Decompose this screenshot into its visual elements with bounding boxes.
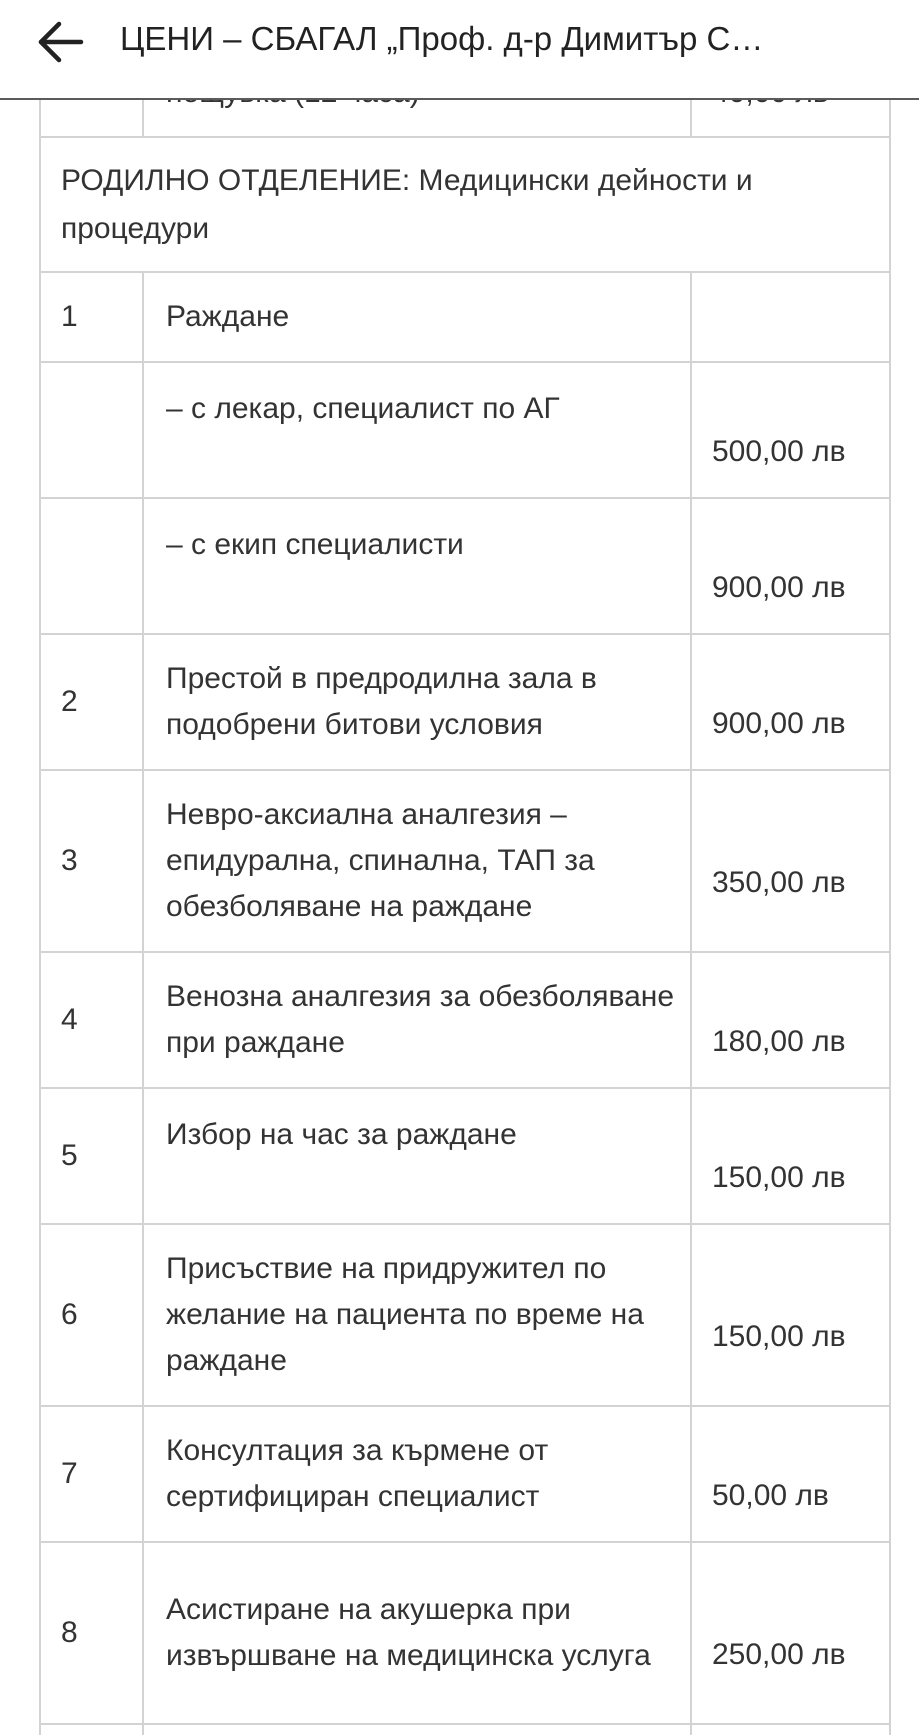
row-price-cell: [691, 1542, 890, 1724]
row-description: Венозна аналгезия за обезболяване при раждане: [143, 952, 691, 1088]
page-title: ЦЕНИ – СБАГАЛ „Проф. д-р Димитър С…: [120, 20, 764, 57]
row-description: Невро-аксиална аналгезия – епидурална, спинална, ТАП за обезболяване на раждане: [143, 770, 691, 952]
row-price: 500,00 лв: [712, 435, 846, 468]
row-description: – с лекар, специалист по АГ: [166, 392, 560, 425]
row-price: 150,00 лв: [712, 1161, 846, 1194]
section-title: РОДИЛНО ОТДЕЛЕНИЕ: Медицински дейности и процедури: [40, 137, 890, 272]
table-row: [40, 1088, 890, 1224]
table-row: [40, 770, 890, 952]
table-row: [40, 362, 890, 498]
table-row: [40, 498, 890, 634]
table-row: [40, 634, 890, 770]
row-description: Асистиране на акушерка при извършване на медицинска услуга: [143, 1542, 691, 1724]
row-description-cell: [143, 362, 691, 498]
app-bar: [0, 0, 919, 100]
row-price: 900,00 лв: [712, 571, 846, 604]
row-description-cell: [143, 1088, 691, 1224]
row-price: 350,00 лв: [712, 866, 846, 899]
row-price: [691, 272, 890, 362]
row-description: Раждане: [143, 272, 691, 362]
row-number: [40, 498, 143, 634]
table-row: [40, 1542, 890, 1724]
row-number: 5: [40, 1088, 143, 1224]
row-number: [40, 362, 143, 498]
row-number: 1: [40, 272, 143, 362]
row-description: Престой в предродилна зала в подобрени битови условия: [143, 634, 691, 770]
row-price-cell: [691, 634, 890, 770]
row-price-cell: [691, 1724, 890, 1735]
row-number: 3: [40, 770, 143, 952]
section-header-row: [40, 137, 890, 272]
price-table-container: [39, 40, 889, 1735]
row-price-cell: [691, 1224, 890, 1406]
row-number: 7: [40, 1406, 143, 1542]
row-description-cell: [143, 498, 691, 634]
row-number: 6: [40, 1224, 143, 1406]
row-description: – с екип специалисти: [166, 528, 464, 561]
row-description: Избор на час за раждане: [166, 1118, 517, 1151]
row-price: 150,00 лв: [712, 1320, 846, 1353]
row-number: 2: [40, 634, 143, 770]
table-row-next: [40, 1724, 890, 1735]
table-row: [40, 272, 890, 362]
row-price: 900,00 лв: [712, 707, 846, 740]
table-row: [40, 952, 890, 1088]
price-table: [39, 40, 891, 1735]
row-number: 8: [40, 1542, 143, 1724]
table-row: [40, 1406, 890, 1542]
row-number: 4: [40, 952, 143, 1088]
row-price-cell: [691, 1088, 890, 1224]
arrow-left-icon: [35, 20, 85, 64]
row-description-cell: [143, 1724, 691, 1735]
row-price: 250,00 лв: [712, 1638, 846, 1671]
row-price-cell: [691, 362, 890, 498]
row-price-cell: [691, 1406, 890, 1542]
back-button[interactable]: [30, 12, 90, 72]
row-price-cell: [691, 770, 890, 952]
table-row: [40, 1224, 890, 1406]
row-description: Присъствие на придружител по желание на пациента по време на раждане: [143, 1224, 691, 1406]
row-price: 50,00 лв: [712, 1479, 829, 1512]
row-price-cell: [691, 498, 890, 634]
row-price-cell: [691, 952, 890, 1088]
row-price: 180,00 лв: [712, 1025, 846, 1058]
row-description: Консултация за кърмене от сертифициран специалист: [143, 1406, 691, 1542]
row-number-cell: [40, 1724, 143, 1735]
